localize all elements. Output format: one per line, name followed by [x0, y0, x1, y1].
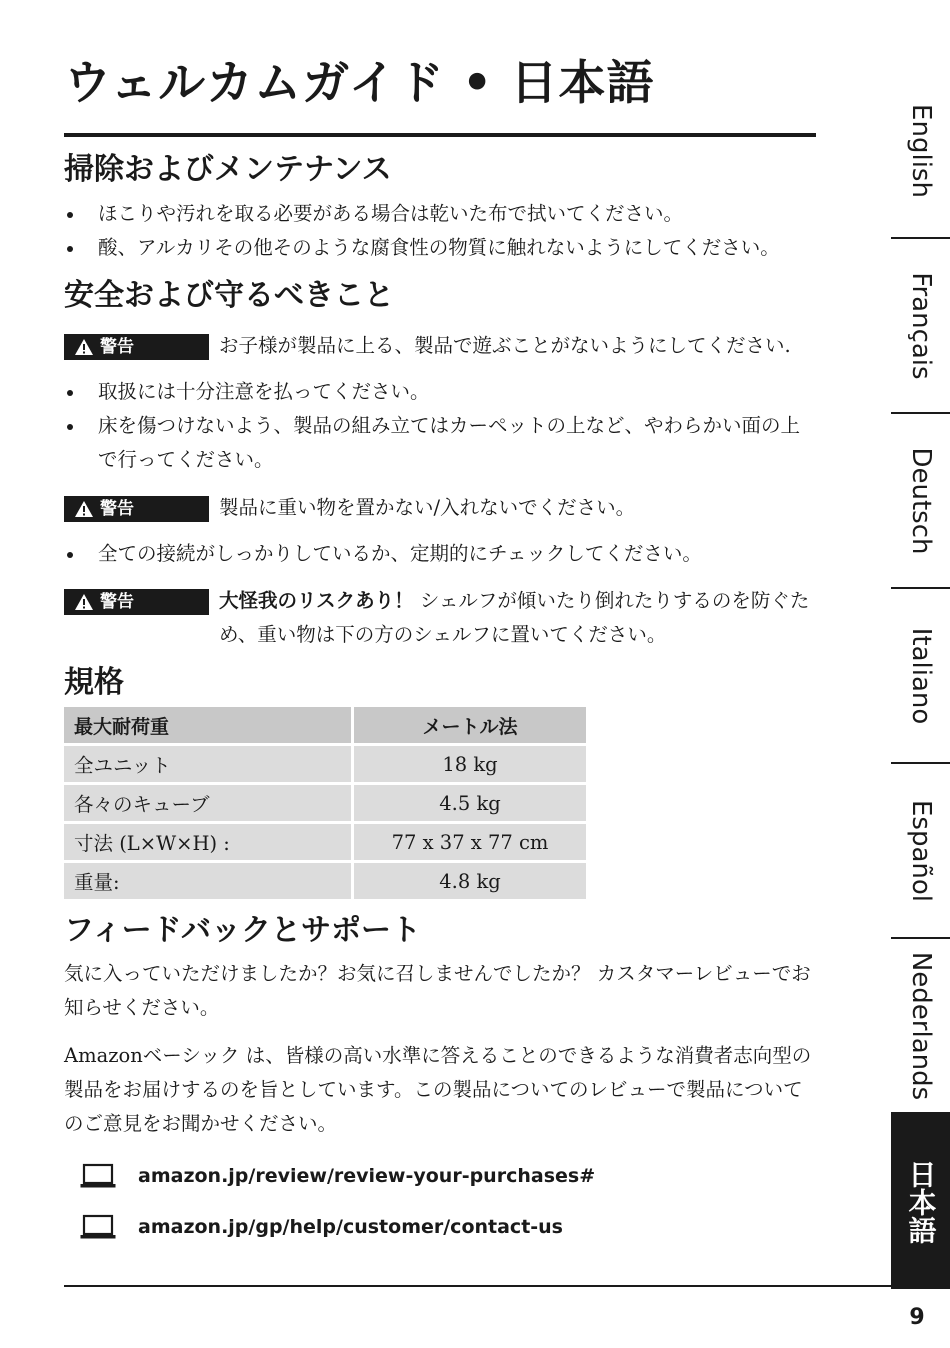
warning-badge [64, 589, 209, 615]
contact-link[interactable]: amazon.jp/gp/help/customer/contact-us [138, 1216, 563, 1238]
warning-text: 製品に重い物を置かない/入れないでください。 [219, 496, 636, 519]
title-divider [64, 133, 816, 137]
page-number: 9 [909, 1305, 925, 1330]
warning-emphasis: 大怪我のリスクあり！ [219, 589, 414, 612]
warning-triangle-icon [74, 338, 94, 356]
table-cell: 18 kg [354, 746, 586, 785]
list-item: 取扱には十分注意を払ってください。 [64, 375, 814, 409]
warning-badge [64, 334, 209, 360]
table-cell: 重量: [64, 863, 354, 902]
list-item: ほこりや汚れを取る必要がある場合は乾いた布で拭いてください。 [64, 197, 814, 231]
tab-label: Deutsch [905, 446, 936, 555]
cleaning-list [64, 197, 814, 265]
tab-label: Italiano [905, 627, 936, 724]
table-header-cell: 最大耐荷重 [64, 707, 354, 746]
table-header-row [64, 707, 586, 746]
warning-body: シェルフが傾いたり倒れたりするのを防ぐため、重い物は下の方のシェルフに置いてください。 [219, 589, 810, 646]
list-item: 床を傷つけないよう、製品の組み立てはカーペットの上など、やわらかい面の上で行ってください。 [64, 409, 814, 477]
warning-text [219, 584, 819, 652]
list-item: 酸、アルカリその他そのような腐食性の物質に触れないようにしてください。 [64, 231, 814, 265]
list-item: 全ての接続がしっかりしているか、定期的にチェックしてください。 [64, 537, 814, 571]
tab-espanol[interactable] [891, 764, 950, 939]
tab-italiano[interactable] [891, 589, 950, 764]
tab-english[interactable] [891, 64, 950, 239]
review-link-row[interactable] [80, 1161, 595, 1191]
table-cell: 4.5 kg [354, 785, 586, 824]
feedback-paragraph-2: Amazonベーシック は、皆様の高い水準に答えることのできるような消費者志向型の製品をお届けするのを旨としています。この製品についてのレビューで製品についてのご意見をお聞かせください。 [64, 1044, 812, 1135]
table-cell: 全ユニット [64, 746, 354, 785]
language-tabs [891, 64, 950, 1289]
table-header-cell: メートル法 [354, 707, 586, 746]
safety-list-2 [64, 537, 814, 571]
tab-francais[interactable] [891, 239, 950, 414]
warning-badge [64, 496, 209, 522]
tab-nederlands[interactable] [891, 939, 950, 1114]
spec-table [64, 707, 586, 902]
table-cell: 4.8 kg [354, 863, 586, 902]
table-cell: 各々のキューブ [64, 785, 354, 824]
table-cell: 寸法 (L×W×H) : [64, 824, 354, 863]
specs-heading: 規格 [64, 665, 124, 700]
tab-label: Español [905, 799, 936, 902]
feedback-paragraph-1: 気に入っていただけましたか？お気に召しませんでしたか？ カスタマーレビューでお知らせください。 [64, 962, 811, 1019]
tab-label: Nederlands [905, 951, 936, 1100]
safety-heading: 安全および守るべきこと [64, 278, 394, 313]
safety-list-1 [64, 375, 814, 477]
table-row [64, 863, 586, 902]
table-row [64, 824, 586, 863]
tab-label: English [905, 103, 936, 198]
table-row [64, 746, 586, 785]
review-link[interactable]: amazon.jp/review/review-your-purchases# [138, 1165, 596, 1187]
feedback-heading: フィードバックとサポート [64, 913, 421, 948]
laptop-icon [80, 1163, 116, 1189]
tab-label: 日本語 [904, 1159, 938, 1244]
warning-triangle-icon [74, 593, 94, 611]
table-row [64, 785, 586, 824]
cleaning-heading: 掃除およびメンテナンス [64, 152, 392, 187]
warning-triangle-icon [74, 500, 94, 518]
warning-label: 警告 [100, 337, 134, 357]
warning-label: 警告 [100, 592, 134, 612]
tab-deutsch[interactable] [891, 414, 950, 589]
tab-japanese[interactable] [891, 1114, 950, 1289]
tab-label: Français [905, 271, 936, 380]
page-title: ウェルカムガイド • 日本語 [64, 56, 655, 111]
laptop-icon [80, 1214, 116, 1240]
warning-label: 警告 [100, 499, 134, 519]
table-cell: 77 x 37 x 77 cm [354, 824, 586, 863]
contact-link-row[interactable] [80, 1212, 563, 1242]
footer-divider [64, 1285, 950, 1287]
warning-text: お子様が製品に上る、製品で遊ぶことがないようにしてください. [219, 334, 791, 357]
